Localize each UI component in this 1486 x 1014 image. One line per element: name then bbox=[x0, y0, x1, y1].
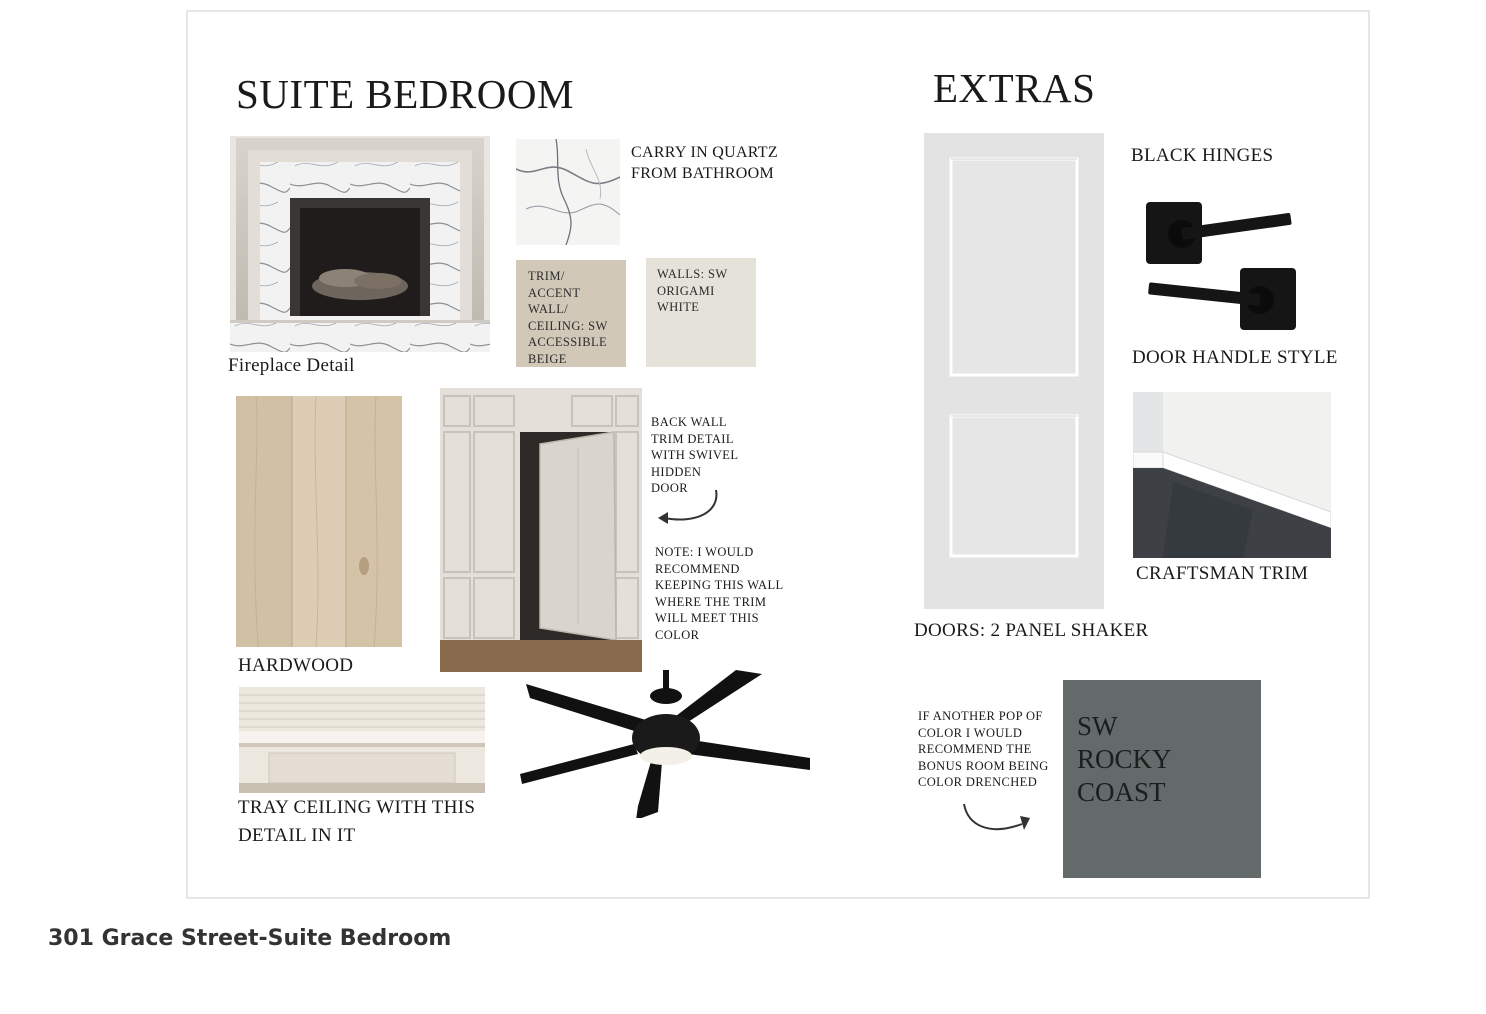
trim-swatch-line: BEIGE bbox=[528, 351, 567, 366]
quartz-swatch-image bbox=[516, 139, 620, 245]
walls-swatch-line: WALLS: SW bbox=[657, 267, 728, 281]
extras-title: EXTRAS bbox=[933, 65, 1096, 111]
doors-label: DOORS: 2 PANEL SHAKER bbox=[914, 620, 1149, 641]
curved-arrow-left-icon bbox=[656, 488, 726, 530]
pop-note-line: COLOR DRENCHED bbox=[918, 775, 1038, 789]
tray-ceiling-image bbox=[239, 687, 485, 793]
trim-swatch-line: ACCENT bbox=[528, 285, 581, 300]
recommend-note-line: WHERE THE TRIM bbox=[655, 594, 767, 609]
rocky-swatch-line: ROCKY bbox=[1077, 744, 1172, 774]
walls-swatch-line: WHITE bbox=[657, 300, 700, 314]
trim-swatch-line: WALL/ bbox=[528, 302, 569, 316]
door-handle-label: DOOR HANDLE STYLE bbox=[1132, 347, 1338, 368]
quartz-note-line: FROM BATHROOM bbox=[631, 165, 775, 182]
suite-bedroom-title: SUITE BEDROOM bbox=[236, 71, 574, 117]
recommend-note bbox=[655, 544, 784, 643]
board-caption: 301 Grace Street-Suite Bedroom bbox=[48, 926, 452, 951]
craftsman-trim-label: CRAFTSMAN TRIM bbox=[1136, 563, 1309, 584]
pop-note-line: RECOMMEND THE bbox=[918, 742, 1032, 756]
back-wall-note-line: TRIM DETAIL bbox=[651, 431, 734, 446]
rocky-swatch-line: SW bbox=[1077, 711, 1118, 741]
hardwood-image bbox=[236, 396, 402, 647]
rocky-swatch-line: COAST bbox=[1077, 777, 1166, 807]
ceiling-fan-image bbox=[516, 662, 812, 818]
trim-swatch-line: ACCESSIBLE bbox=[528, 335, 608, 349]
quartz-note-line: CARRY IN QUARTZ bbox=[631, 144, 778, 161]
back-wall-note-line: BACK WALL bbox=[651, 415, 727, 429]
fireplace-image bbox=[230, 136, 490, 352]
tray-label-line: TRAY CEILING WITH THIS bbox=[238, 797, 476, 818]
back-wall-note-line: HIDDEN bbox=[651, 464, 702, 479]
origami-white-swatch bbox=[646, 258, 756, 367]
door-handle-image bbox=[1144, 198, 1304, 348]
recommend-note-line: WILL MEET THIS bbox=[655, 611, 759, 625]
tray-label-line: DETAIL IN IT bbox=[238, 825, 356, 846]
trim-swatch-line: CEILING: SW bbox=[528, 318, 608, 333]
recommend-note-line: COLOR bbox=[655, 627, 700, 642]
back-wall-note-line: DOOR bbox=[651, 481, 689, 495]
pop-note-line: IF ANOTHER POP OF bbox=[918, 709, 1043, 723]
trim-swatch-line: TRIM/ bbox=[528, 269, 565, 283]
recommend-note-line: KEEPING THIS WALL bbox=[655, 578, 784, 592]
rocky-coast-swatch bbox=[1063, 680, 1261, 878]
curved-arrow-right-icon bbox=[960, 802, 1034, 840]
mood-board bbox=[186, 10, 1370, 899]
back-wall-note bbox=[651, 414, 738, 497]
pop-note-line: BONUS ROOM BEING bbox=[918, 758, 1049, 773]
pop-note-line: COLOR I WOULD bbox=[918, 725, 1023, 740]
craftsman-trim-image bbox=[1133, 392, 1331, 558]
accessible-beige-swatch bbox=[516, 260, 626, 367]
recommend-note-line: NOTE: I WOULD bbox=[655, 545, 754, 559]
pop-of-color-note bbox=[918, 708, 1049, 791]
tray-ceiling-label bbox=[238, 794, 475, 850]
fireplace-label: Fireplace Detail bbox=[228, 355, 355, 376]
hidden-door-image bbox=[440, 388, 642, 672]
quartz-note bbox=[631, 142, 778, 184]
recommend-note-line: RECOMMEND bbox=[655, 561, 740, 576]
hardwood-label: HARDWOOD bbox=[238, 655, 354, 676]
walls-swatch-line: ORIGAMI bbox=[657, 283, 715, 298]
back-wall-note-line: WITH SWIVEL bbox=[651, 448, 739, 462]
two-panel-shaker-door-image bbox=[924, 133, 1104, 609]
black-hinges-label: BLACK HINGES bbox=[1131, 145, 1274, 166]
